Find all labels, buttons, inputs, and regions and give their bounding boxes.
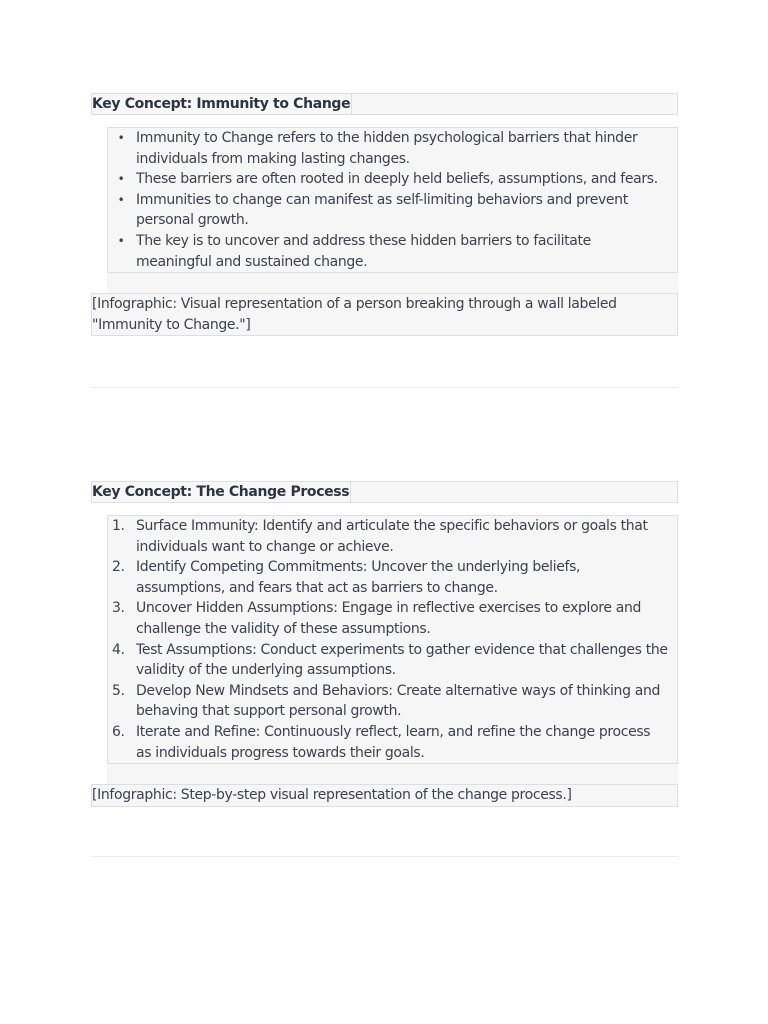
list-item-text: The key is to uncover and address these hidden barriers to facilitate meaningful and sustained change. (136, 232, 591, 270)
concept-heading: Key Concept: The Change Process (92, 484, 350, 500)
list-item (108, 231, 677, 272)
step-number: 3. (112, 600, 125, 617)
list-item (108, 169, 677, 190)
concept-heading: Key Concept: Immunity to Change (92, 96, 351, 112)
concept-heading-row (91, 93, 678, 115)
step-number: 5. (112, 682, 125, 699)
spacer-band (107, 764, 678, 784)
list-item-text: Test Assumptions: Conduct experiments to gather evidence that challenges the validity of the underlying assumptions. (136, 641, 668, 679)
infographic-placeholder: [Infographic: Visual representation of a person breaking through a wall labeled "Immunity to Change."] (91, 293, 678, 336)
step-number: 2. (112, 559, 125, 576)
numbered-list-box (107, 515, 678, 764)
section-immunity-to-change (91, 93, 678, 336)
step-number: 1. (112, 518, 125, 534)
list-item (108, 640, 677, 681)
list-item (108, 128, 677, 169)
list-item-text: Identify Competing Commitments: Uncover the underlying beliefs, assumptions, and fears that act as barriers to change. (136, 559, 581, 596)
list-item (108, 516, 677, 557)
bullet-list-box (107, 127, 678, 273)
list-item (108, 722, 677, 763)
list-item (108, 190, 677, 231)
list-item (108, 681, 677, 722)
list-item-text: Immunity to Change refers to the hidden psychological barriers that hinder individuals from making lasting changes. (136, 130, 638, 167)
bullet-icon: • (117, 192, 125, 207)
bullet-icon: • (117, 131, 125, 145)
numbered-list (108, 516, 677, 763)
infographic-placeholder: [Infographic: Step-by-step visual representation of the change process.] (91, 784, 678, 807)
section-change-process (91, 481, 678, 807)
list-item-text: Develop New Mindsets and Behaviors: Create alternative ways of thinking and behaving that support personal growth. (136, 682, 661, 720)
concept-heading-row (91, 481, 678, 503)
bullet-icon: • (117, 172, 125, 187)
list-item-text: Immunities to change can manifest as self-limiting behaviors and prevent personal growth. (136, 191, 628, 229)
section-divider (91, 856, 678, 857)
step-number: 6. (112, 723, 125, 740)
list-item (108, 557, 677, 598)
bullet-icon: • (117, 233, 125, 248)
spacer-band (107, 273, 678, 293)
list-item-text: Uncover Hidden Assumptions: Engage in reflective exercises to explore and challenge the validity of these assumptions. (136, 600, 642, 637)
list-item-text: These barriers are often rooted in deeply held beliefs, assumptions, and fears. (136, 171, 658, 188)
step-number: 4. (112, 641, 125, 658)
bullet-list (108, 128, 677, 272)
section-divider (91, 387, 678, 388)
list-item (108, 598, 677, 639)
list-item-text: Iterate and Refine: Continuously reflect, learn, and refine the change process as individuals progress towards their goals. (136, 723, 651, 761)
list-item-text: Surface Immunity: Identify and articulate the specific behaviors or goals that individuals want to change or achieve. (136, 518, 648, 555)
